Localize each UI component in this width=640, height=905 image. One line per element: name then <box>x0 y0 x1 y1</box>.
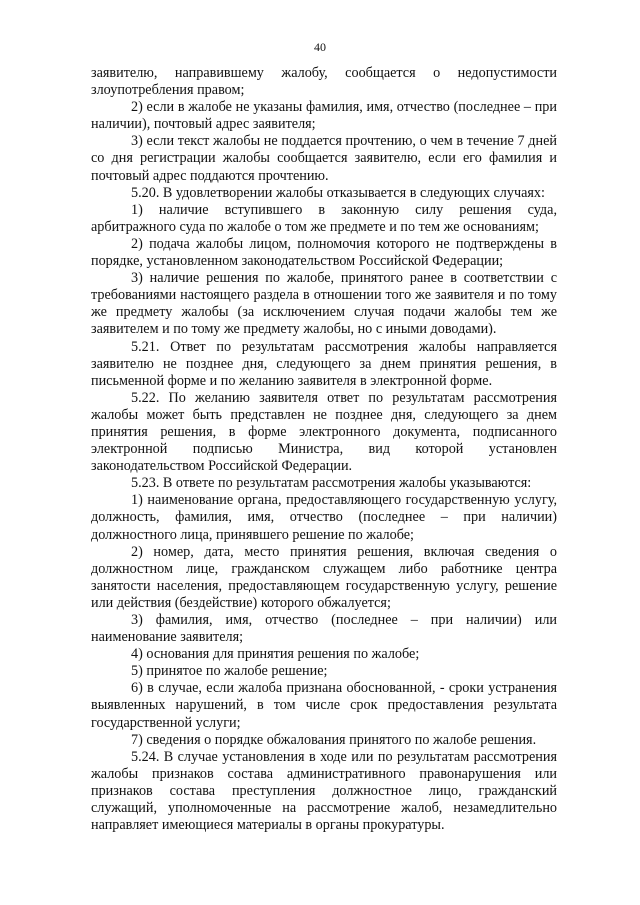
section-5-22: 5.22. По желанию заявителя ответ по результатам рассмотрения жалобы может быть представлен не позднее дня, следующего за днем принятия решения, в форме электронного документа, подписанного электронной подписью Министра, вид которой установлен законодательством Российской Федерации. <box>91 389 557 475</box>
paragraph-5-23-item-4: 4) основания для принятия решения по жалобе; <box>131 646 420 663</box>
paragraph-item-2: 2) если в жалобе не указаны фамилия, имя, отчество (последнее – при наличии), почтовый адрес заявителя; <box>91 99 557 133</box>
section-5-24: 5.24. В случае установления в ходе или по результатам рассмотрения жалобы признаков состава административного правонарушения или признаков состава преступления должностное лицо, гражданский служащий, уполномоченные на рассмотрение жалоб, незамедлительно направляет имеющиеся материалы в органы прокуратуры. <box>91 748 557 834</box>
paragraph-5-23-item-3: 3) фамилия, имя, отчество (последнее – при наличии) или наименование заявителя; <box>91 612 557 646</box>
paragraph-5-20-item-2: 2) подача жалобы лицом, полномочия которого не подтверждены в порядке, установленном законодательством Российской Федерации; <box>91 235 557 270</box>
paragraph-5-20-item-3: 3) наличие решения по жалобе, принятого ранее в соответствии с требованиями настоящего раздела в отношении того же заявителя и по тому же предмету жалобы (за исключением случая подачи жалобы тем же заявителем и по тому же предмету жалобы, но с иными доводами). <box>91 270 557 338</box>
paragraph-continuation: заявителю, направившему жалобу, сообщается о недопустимости злоупотребления правом; <box>91 65 557 99</box>
section-5-21: 5.21. Ответ по результатам рассмотрения жалобы направляется заявителю не позднее дня, следующего за днем принятия решения, в письменной форме и по желанию заявителя в электронной форме. <box>91 338 557 389</box>
page-number: 40 <box>314 40 326 54</box>
paragraph-5-23-item-2: 2) номер, дата, место принятия решения, включая сведения о должностном лице, гражданском служащем либо работнике центра занятости населения, предоставляющем государственную услугу, решение или действия (бездействие) которого обжалуется; <box>91 543 557 611</box>
paragraph-item-3: 3) если текст жалобы не поддается прочтению, о чем в течение 7 дней со дня регистрации жалобы сообщается заявителю, если его фамилия и почтовый адрес поддаются прочтению. <box>91 133 557 184</box>
paragraph-5-23-item-5: 5) принятое по жалобе решение; <box>131 663 328 680</box>
paragraph-5-20-item-1: 1) наличие вступившего в законную силу решения суда, арбитражного суда по жалобе о том же предмете и по тем же основаниям; <box>91 201 557 235</box>
paragraph-5-23-item-1: 1) наименование органа, предоставляющего государственную услугу, должность, фамилия, имя, отчество (последнее – при наличии) должностного лица, принявшего решение по жалобе; <box>91 492 557 543</box>
document-body <box>91 65 557 834</box>
paragraph-5-23-item-7: 7) сведения о порядке обжалования принятого по жалобе решения. <box>131 731 537 748</box>
section-5-20: 5.20. В удовлетворении жалобы отказывается в следующих случаях: <box>131 184 545 201</box>
section-5-23: 5.23. В ответе по результатам рассмотрения жалобы указываются: <box>131 475 532 492</box>
paragraph-5-23-item-6: 6) в случае, если жалоба признана обоснованной, - сроки устранения выявленных нарушений, в том числе срок предоставления результата государственной услуги; <box>91 680 557 731</box>
